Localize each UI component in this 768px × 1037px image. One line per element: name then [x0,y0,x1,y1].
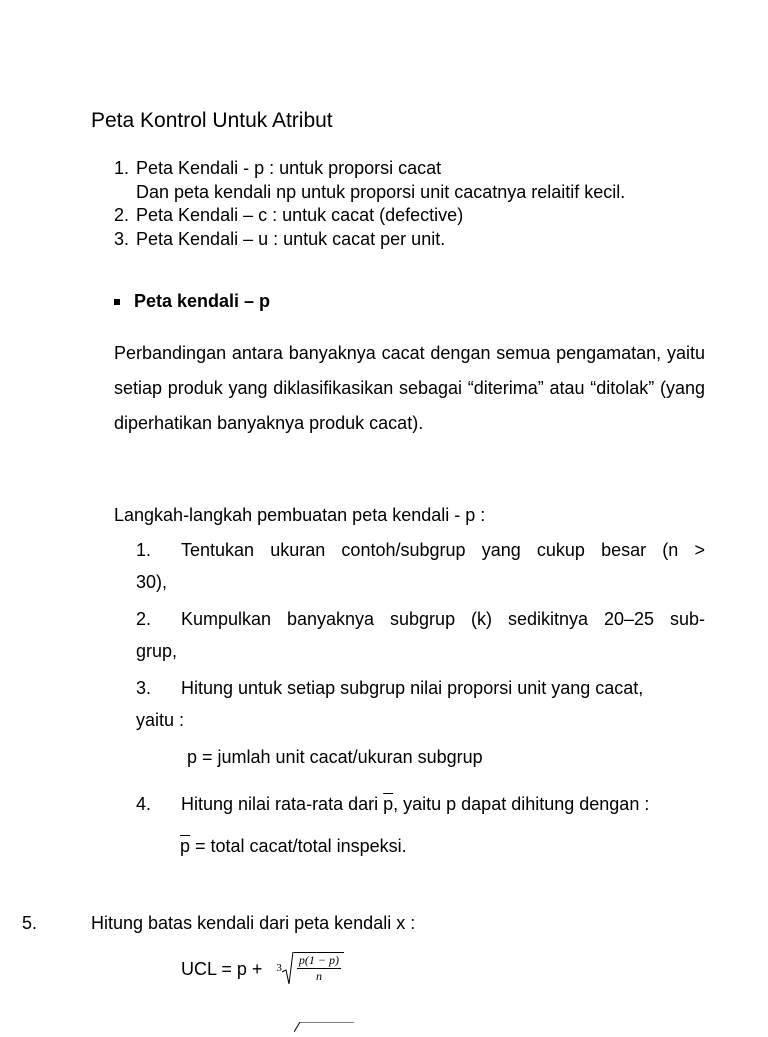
step-text: Kumpulkan banyaknya subgrup (k) sedikitnya 20–25 sub- [181,609,705,629]
list-text: Peta Kendali – c : untuk cacat (defective) [136,205,464,225]
step-item [136,678,705,731]
radical-icon [282,952,294,986]
step-line [136,609,705,630]
step-item [136,609,705,662]
step-line [136,678,705,699]
step-number: 4. [136,794,152,814]
step-continuation: yaitu : [136,710,185,730]
step-number: 1. [136,540,152,560]
list-number: 2. [114,205,130,225]
square-root [276,952,344,986]
list-number: 3. [114,229,130,249]
section-heading [114,291,270,312]
numerator: p(1 − p) [298,953,339,967]
definition-paragraph: Perbandingan antara banyaknya cacat dengan semua pengamatan, yaitu setiap produk yang diklasifikasikan sebagai “diterima” atau “ditolak” (yang diperhatikan banyaknya produk cacat). [114,343,705,433]
page-title: Peta Kontrol Untuk Atribut [91,109,333,132]
fraction [294,952,344,984]
step-continuation: grup, [136,641,178,661]
coefficient: 3 [276,962,282,974]
step-text: Hitung batas kendali dari peta kendali x : [91,913,416,933]
step-text: Tentukan ukuran contoh/subgrup yang cukup besar (n > [181,540,705,560]
ucl-label: UCL = p + [181,958,263,979]
step-number: 2. [136,609,152,629]
p-bar-symbol: $\overline{p}$ [180,836,191,856]
step-number: 3. [136,678,152,698]
step3-formula: p = jumlah unit cacat/ukuran subgrup [187,747,483,767]
step-text: , yaitu p dapat dihitung dengan : [393,794,650,814]
step-continuation: 30), [136,572,168,592]
step-line [136,540,705,561]
list-item-continuation [114,182,625,203]
step-item [136,540,705,593]
step-item [22,913,415,934]
step4-formula [180,836,407,857]
formula-text: = total cacat/total inspeksi. [190,836,407,856]
step-number: 5. [22,913,38,933]
step-item [136,794,649,815]
step-text: Hitung untuk setiap subgrup nilai proporsi unit yang cacat, [181,678,644,698]
step-text: Hitung nilai rata-rata dari [181,794,384,814]
list-text: Dan peta kendali np untuk proporsi unit cacatnya relaitif kecil. [136,182,626,202]
denominator: n [315,969,322,983]
list-text: Peta Kendali – u : untuk cacat per unit. [136,229,446,249]
p-bar-symbol: $\overline{p}$ [383,794,394,814]
section-heading-text: Peta kendali – p [134,291,271,311]
list-text: Peta Kendali - p : untuk proporsi cacat [136,158,442,178]
list-item [114,205,463,226]
ucl-formula [181,952,344,986]
list-item [114,229,445,250]
list-number: 1. [114,158,130,178]
steps-intro: Langkah-langkah pembuatan peta kendali - p : [114,505,486,525]
radical-fragment [294,1016,354,1037]
list-item [114,158,441,179]
square-bullet-icon [114,299,120,305]
